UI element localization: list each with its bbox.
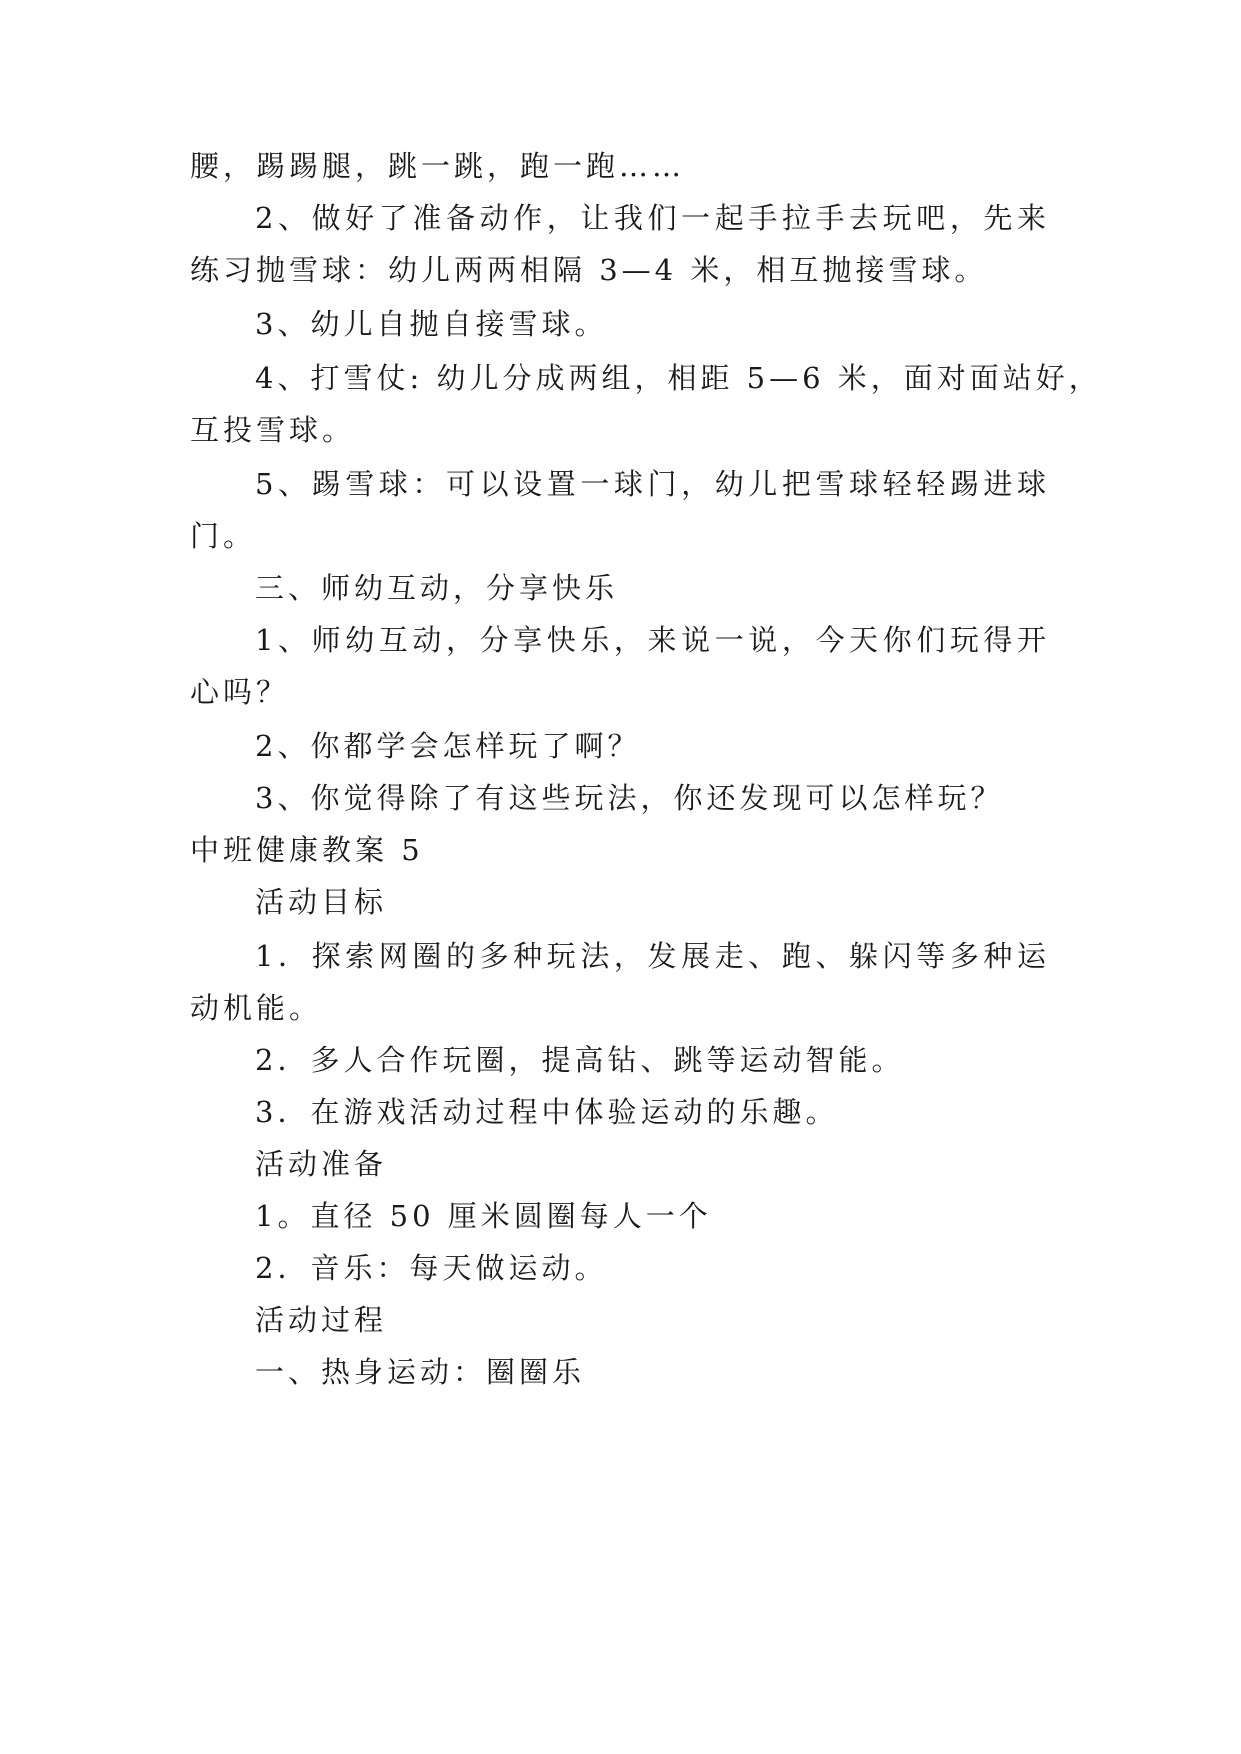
paragraph-line: 1。直径 50 厘米圆圈每人一个 [255, 1199, 712, 1233]
paragraph-line: 互投雪球。 [190, 413, 356, 447]
paragraph-line: 5、踢雪球：可以设置一球门，幼儿把雪球轻轻踢进球 [255, 467, 1050, 501]
section-heading: 活动准备 [255, 1147, 388, 1181]
paragraph-line: 门。 [190, 519, 257, 553]
paragraph-line: 2、做好了准备动作，让我们一起手拉手去玩吧，先来 [255, 201, 1050, 235]
paragraph-line: 练习抛雪球：幼儿两两相隔 3—4 米，相互抛接雪球。 [190, 253, 988, 287]
section-heading: 一、热身运动：圈圈乐 [255, 1355, 586, 1389]
section-heading: 活动过程 [255, 1303, 388, 1337]
paragraph-line: 1．探索网圈的多种玩法，发展走、跑、躲闪等多种运 [255, 939, 1050, 973]
paragraph-line: 动机能。 [190, 991, 323, 1025]
paragraph-line: 3、幼儿自抛自接雪球。 [255, 307, 608, 341]
paragraph-line: 2．多人合作玩圈，提高钻、跳等运动智能。 [255, 1043, 905, 1077]
paragraph-line: 腰，踢踢腿，跳一跳，跑一跑…… [190, 149, 686, 183]
paragraph-line: 3．在游戏活动过程中体验运动的乐趣。 [255, 1095, 839, 1129]
paragraph-line: 心吗？ [190, 675, 290, 709]
section-heading: 活动目标 [255, 885, 388, 919]
paragraph-line: 2．音乐：每天做运动。 [255, 1251, 608, 1285]
paragraph-line: 1、师幼互动，分享快乐，来说一说，今天你们玩得开 [255, 623, 1050, 657]
document-title: 中班健康教案 5 [190, 833, 424, 867]
paragraph-line: 3、你觉得除了有这些玩法，你还发现可以怎样玩？ [255, 781, 1004, 815]
section-heading: 三、师幼互动，分享快乐 [255, 571, 619, 605]
paragraph-line: 2、你都学会怎样玩了啊？ [255, 729, 641, 763]
paragraph-line: 4、打雪仗: 幼儿分成两组，相距 5—6 米，面对面站好， [255, 361, 1102, 395]
